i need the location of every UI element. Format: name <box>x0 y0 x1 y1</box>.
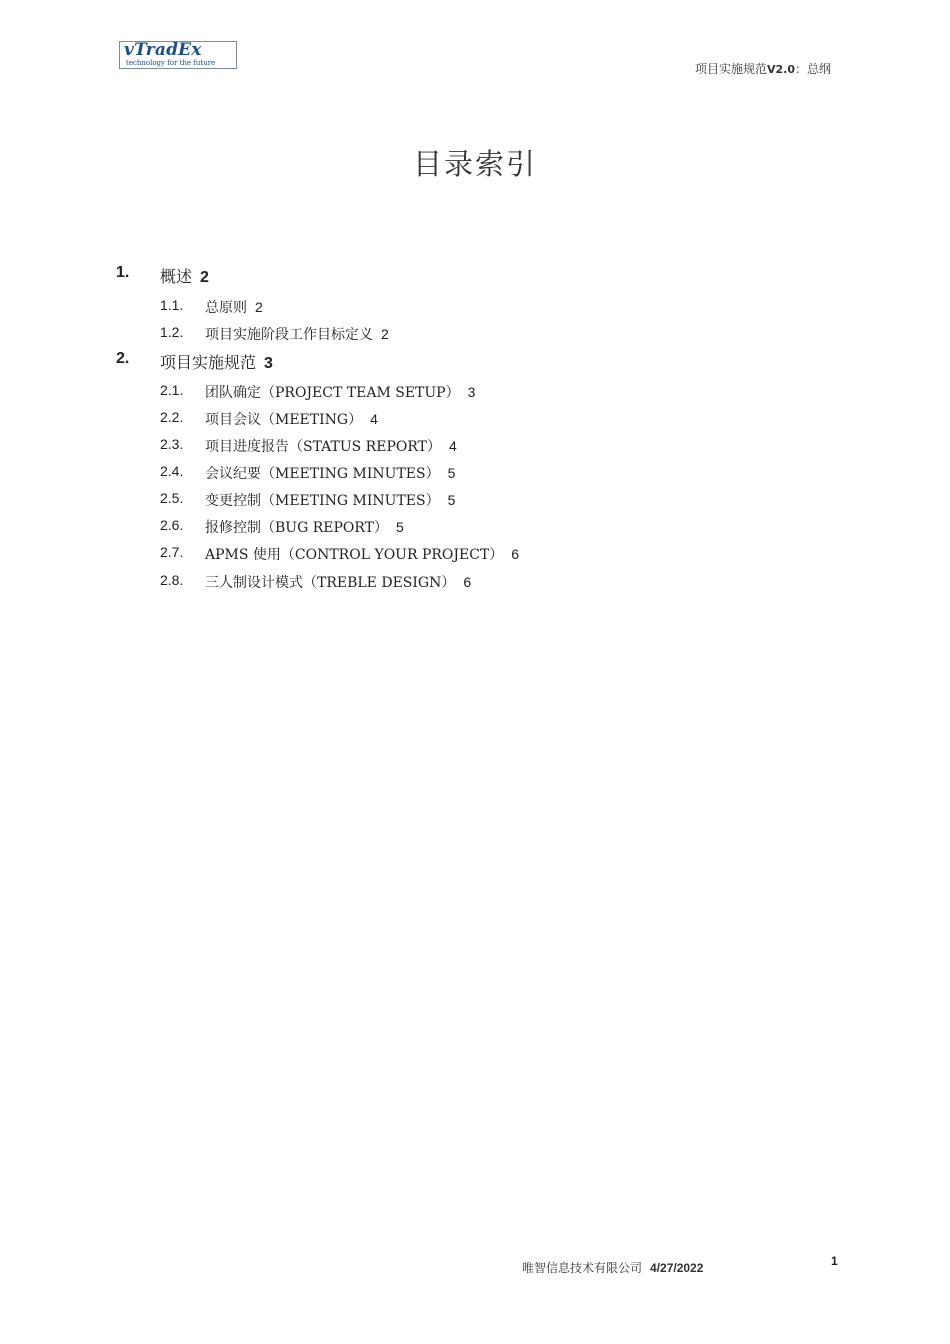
toc-entry-number: 2.1. <box>160 382 184 398</box>
page-footer <box>522 1259 703 1276</box>
toc-entry-label: 报修控制（BUG REPORT） <box>205 520 389 536</box>
toc-entry-page: 4 <box>370 411 378 427</box>
toc-entry-number: 2.5. <box>160 490 184 506</box>
toc-entry-page: 3 <box>467 384 476 400</box>
toc-entry-page: 3 <box>264 355 273 372</box>
toc-entry-page: 5 <box>396 519 404 535</box>
toc-entry-number: 1.1. <box>160 297 184 313</box>
toc-entry-number: 2.7. <box>160 544 184 560</box>
toc-entry-label: 项目实施规范 <box>160 353 257 372</box>
toc-entry-label: 项目会议（MEETING） <box>205 412 363 428</box>
toc-entry-page: 6 <box>463 574 472 590</box>
page-title: 目录索引 <box>412 147 537 181</box>
doc-version: V2.0 <box>766 63 795 76</box>
doc-title-prefix: 项目实施规范 <box>694 62 767 76</box>
page-number: 1 <box>831 1254 838 1268</box>
toc-entry-number: 2.4. <box>160 463 184 479</box>
doc-title-suffix: ：总纲 <box>794 62 831 76</box>
logo-tagline: technology for the future <box>126 59 216 67</box>
footer-date: 4/27/2022 <box>650 1261 704 1275</box>
toc-entry-label: 项目进度报告（STATUS REPORT） <box>205 439 441 455</box>
toc-entry-page: 4 <box>448 438 457 454</box>
toc-entry-label: 三人制设计模式（TREBLE DESIGN） <box>205 575 456 591</box>
toc-entry-page: 6 <box>511 546 520 562</box>
logo-wordmark: vTradEx <box>124 40 202 60</box>
document-header-title <box>695 60 831 77</box>
toc-entry-number: 2.2. <box>160 409 184 425</box>
toc-entry-page: 2 <box>381 326 389 342</box>
toc-entry-number: 2.8. <box>160 572 184 588</box>
toc-entry-label: 概述 <box>160 267 193 286</box>
toc-entry-label: 项目实施阶段工作目标定义 <box>205 327 373 343</box>
toc-entry-number: 1.2. <box>160 324 184 340</box>
toc-entry-page: 5 <box>447 492 456 508</box>
toc-entry-label: APMS 使用（CONTROL YOUR PROJECT） <box>205 547 504 563</box>
toc-entry-number: 2. <box>116 350 130 367</box>
toc-entry-page: 2 <box>255 299 263 315</box>
footer-company: 唯智信息技术有限公司 <box>522 1261 643 1275</box>
toc-entry-label: 变更控制（MEETING MINUTES） <box>205 493 440 509</box>
toc-entry-number: 1. <box>116 264 130 281</box>
toc-entry-page: 5 <box>447 465 456 481</box>
toc-entry-label: 团队确定（PROJECT TEAM SETUP） <box>205 385 460 401</box>
toc-entry-page: 2 <box>200 269 209 286</box>
company-logo <box>119 41 237 69</box>
toc-entry-label: 总原则 <box>205 300 247 316</box>
toc-entry-number: 2.3. <box>160 436 184 452</box>
toc-entry-number: 2.6. <box>160 517 184 533</box>
toc-entry-label: 会议纪要（MEETING MINUTES） <box>205 466 440 482</box>
